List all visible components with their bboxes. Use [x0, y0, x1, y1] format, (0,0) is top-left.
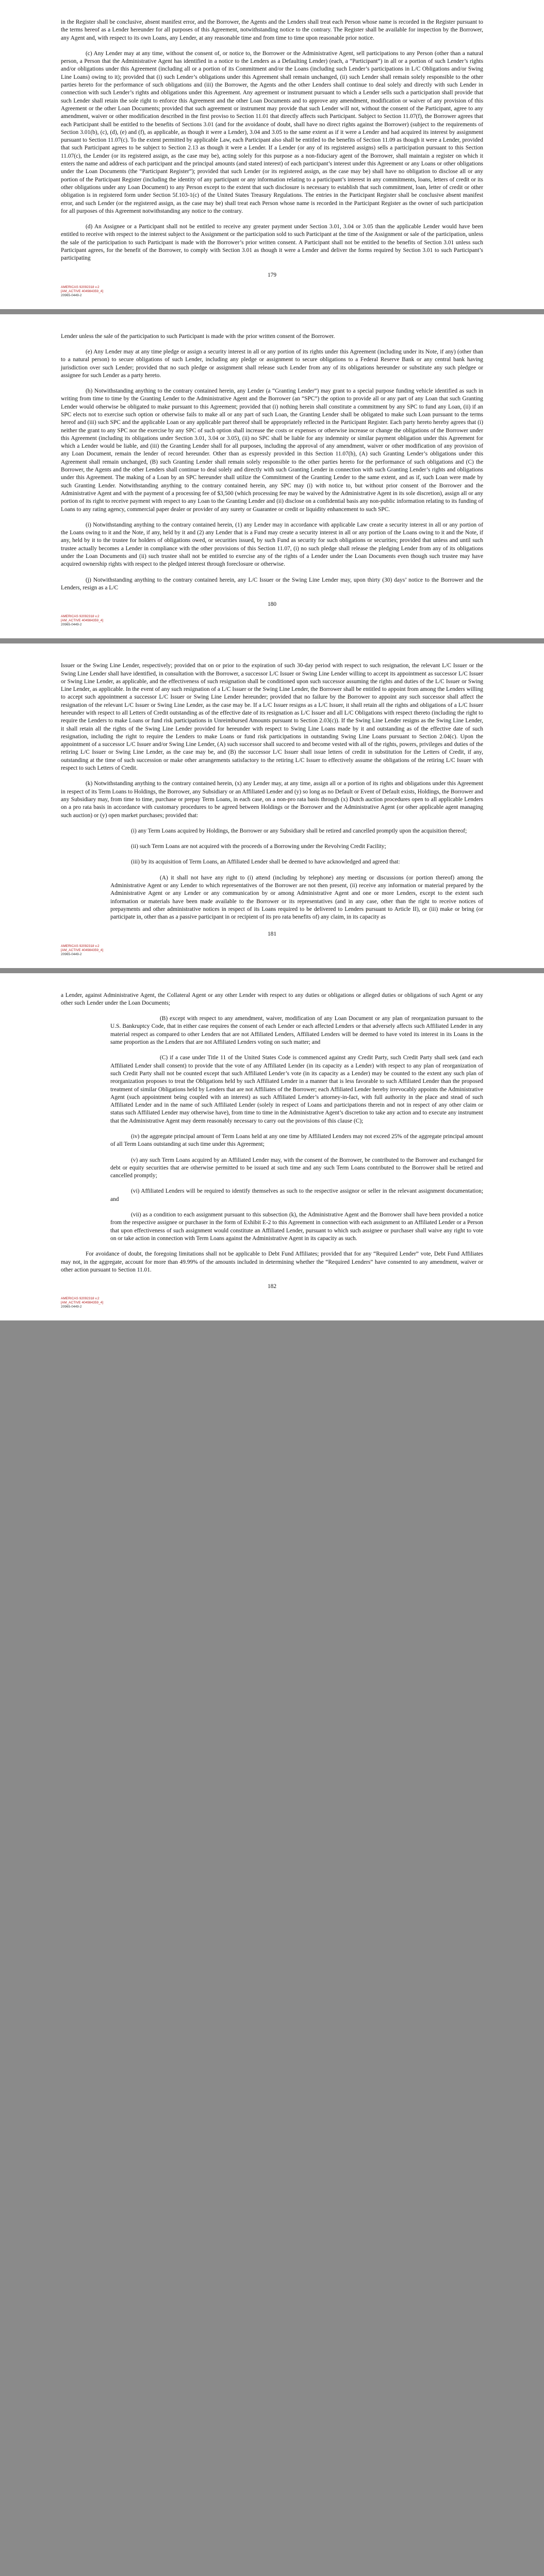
- paragraph: (vii) as a condition to each assignment pursuant to this subsection (k), the Administrative Agent and the Borrower shall have been provided a notice from the respective assignee or purchaser in the form of Exhibit E-2 to this Agreement in connection with each assignment to an Affiliated Lender or a Person that upon effectiveness of such assignment would constitute an Affiliated Lender, pursuant to which such assignee or purchaser shall waive any right to vote on or take action in connection with Term Loans against the Administrative Agent in its capacity as such.: [110, 1212, 483, 1242]
- page-number: 180: [267, 601, 277, 608]
- page-footer: [61, 1297, 483, 1309]
- footer-line2: [AM_ACTIVE 404984359_4]: [61, 1301, 104, 1305]
- paragraph: (i) any Term Loans acquired by Holdings, the Borrower or any Subsidiary shall be retired and cancelled promptly upon the acquisition thereof;: [131, 827, 467, 834]
- paragraph: (v) any such Term Loans acquired by an Affiliated Lender may, with the consent of the Borrower, be contributed to the Borrower and exchanged for debt or equity securities that are otherwise permitted to be issued at such time and any such Term Loans contributed to the Borrower shall be retired and cancelled promptly;: [110, 1157, 483, 1179]
- paragraph: (vi) Affiliated Lenders will be required to identify themselves as such to the respective assignor or seller in the relevant assignment documentation; and: [110, 1188, 483, 1202]
- footer-line1: AMERICAS 92092318 v.2: [61, 1297, 100, 1301]
- footer-line2: [AM_ACTIVE 404984359_4]: [61, 948, 104, 952]
- paragraph: (A) it shall not have any right to (i) attend (including by telephone) any meeting or discussions (or portion thereof) among the Administrative Agent or any Lender to which representatives of the Borrower are not then present, (ii) receive any information or material prepared by the Administrative Agent or any Lender or any communication by or among Administrative Agent and one or more Lenders, except to the extent such information or materials have been made available to the Borrower or its representatives (and in any case, other than the right to receive notices of prepayments and other administrative notices in respect of its Loans required to be delivered to Lenders pursuant to Article II), or (iii) make or bring (or participate in, other than as a passive participant in or recipient of its pro rata benefits of) any claim, in its capacity as: [110, 874, 483, 921]
- footer-line1: AMERICAS 92092318 v.2: [61, 285, 100, 289]
- document-page: [0, 643, 544, 968]
- page-footer: [61, 615, 483, 627]
- page-footer: [61, 285, 483, 298]
- paragraph: Issuer or the Swing Line Lender, respectively; provided that on or prior to the expiration of such 30-day period with respect to such resignation, the relevant L/C Issuer or the Swing Line Lender shall have identified, in consultation with the Borrower, a successor L/C Issuer or Swing Line Lender willing to accept its appointment as successor L/C Issuer or Swing Line Lender, as applicable, and the effectiveness of such resignation shall be conditioned upon such successor assuming the rights and duties of the L/C Issuer or Swing Line Lender, as applicable. In the event of any such resignation of a L/C Issuer or the Swing Line Lender, the Borrower shall be entitled to appoint from among the Lenders willing to accept such appointment a successor L/C Issuer or Swing Line Lender hereunder; provided that no failure by the Borrower to appoint any such successor shall affect the resignation of the relevant L/C Issuer or Swing Line Lender, as the case may be. If a L/C Issuer resigns as a L/C Issuer, it shall retain all the rights and obligations of a L/C Issuer hereunder with respect to all Letters of Credit outstanding as of the effective date of its resignation as L/C Issuer and all L/C Obligations with respect thereto (including the right to require the Lenders to make Loans or fund risk participations in Unreimbursed Amounts pursuant to Section 2.03(c)). If the Swing Line Lender resigns as the Swing Line Lender, it shall retain all the rights of the Swing Line Lender provided for hereunder with respect to Swing Line Loans made by it and outstanding as of the effective date of such resignation, including the right to require the Lenders to make Loans or fund risk participations in outstanding Swing Line Loans pursuant to Section 2.04(c). Upon the appointment of a successor L/C Issuer and/or Swing Line Lender, (A) such successor shall succeed to and become vested with all of the rights, powers, privileges and duties of the retiring L/C Issuer or Swing Line Lender, as the case may be, and (B) the successor L/C Issuer shall issue letters of credit in substitution for the Letters of Credit, if any, outstanding at the time of such succession or make other arrangements satisfactory to the retiring L/C Issuer to effectively assume the obligations of the retiring L/C Issuer with respect to such Letters of Credit.: [61, 663, 483, 772]
- footer-line3: 20965-0449-2: [61, 952, 82, 956]
- document-page: [0, 0, 544, 309]
- paragraph: (C) if a case under Title 11 of the United States Code is commenced against any Credit Party, such Credit Party shall seek (and each Affiliated Lender shall consent) to provide that the vote of any Affiliated Lender (in its capacity as a Lender) with respect to any plan of reorganization of such Credit Party shall not be counted except that such Affiliated Lender’s vote (in its capacity as a Lender) may be counted to the extent any such plan of reorganization proposes to treat the Obligations held by such Affiliated Lender in a manner that is less favorable to such Affiliated Lender than the proposed treatment of similar Obligations held by Lenders that are not Affiliates of the Borrower; each Affiliated Lender hereby irrevocably appoints the Administrative Agent (such appointment being coupled with an interest) as such Affiliated Lender’s attorney-in-fact, with full authority in the place and stead of such Affiliated Lender and in the name of such Affiliated Lender (solely in respect of Loans and participations therein and not in respect of any other claim or status such Affiliated Lender may otherwise have), from time to time in the Administrative Agent’s discretion to take any action and to execute any instrument that the Administrative Agent may deem reasonably necessary to carry out the provisions of this clause (C);: [110, 1055, 483, 1124]
- paragraph: (iv) the aggregate principal amount of Term Loans held at any one time by Affiliated Lenders may not exceed 25% of the aggregate principal amount of all Term Loans outstanding at such time under this Agreement;: [110, 1133, 483, 1148]
- page-footer: [61, 944, 483, 957]
- footer-line2: [AM_ACTIVE 404984359_4]: [61, 619, 104, 623]
- page-number: 179: [267, 272, 277, 278]
- page-number: 181: [267, 930, 277, 937]
- footer-line2: [AM_ACTIVE 404984359_4]: [61, 289, 104, 293]
- paragraph: (j) Notwithstanding anything to the contrary contained herein, any L/C Issuer or the Swing Line Lender may, upon thirty (30) days’ notice to the Borrower and the Lenders, resign as a L/C: [61, 577, 483, 591]
- footer-line3: 20965-0449-2: [61, 623, 82, 627]
- page-number: 182: [267, 1283, 277, 1290]
- paragraph: Lender unless the sale of the participation to such Participant is made with the prior written consent of the Borrower.: [61, 333, 335, 340]
- paragraph: (i) Notwithstanding anything to the contrary contained herein, (1) any Lender may in accordance with applicable Law create a security interest in all or any portion of the Loans owing to it and the Note, if any, held by it and (2) any Lender that is a Fund may create a security interest in all or any portion of the Loans owing to it and the Note, if any, held by it to the trustee for holders of obligations owed, or securities issued, by such Fund as security for such obligations or securities; provided that unless and until such trustee actually becomes a Lender in compliance with the other provisions of this Section 11.07, (i) no such pledge shall release the pledging Lender from any of its obligations under the Loan Documents and (ii) such trustee shall not be entitled to exercise any of the rights of a Lender under the Loan Documents even though such trustee may have acquired ownership rights with respect to the pledged interest through foreclosure or otherwise.: [61, 521, 483, 568]
- paragraph: (e) Any Lender may at any time pledge or assign a security interest in all or any portion of its rights under this Agreement (including under its Note, if any) (other than to a natural person) to secure obligations of such Lender, including any pledge or assignment to secure obligations to a Federal Reserve Bank or any central bank having jurisdiction over such Lender; provided that no such pledge or assignment shall release such Lender from any of its obligations hereunder or substitute any such pledgee or assignee for such Lender as a party hereto.: [61, 348, 483, 379]
- document-page: [0, 314, 544, 639]
- paragraph: in the Register shall be conclusive, absent manifest error, and the Borrower, the Agents and the Lenders shall treat each Person whose name is recorded in the Register pursuant to the terms hereof as a Lender hereunder for all purposes of this Agreement, notwithstanding notice to the contrary. The Register shall be available for inspection by the Borrower, any Agent and, with respect to its own Loans, any Lender, at any reasonable time and from time to time upon reasonable prior notice.: [61, 19, 483, 41]
- paragraph: (d) An Assignee or a Participant shall not be entitled to receive any greater payment under Section 3.01, 3.04 or 3.05 than the applicable Lender would have been entitled to receive with respect to the interest subject to the Assignment or the participation sold to such Participant at the time of the Assignment or sale of the participation, unless the sale of the participation to such Participant is made with the Borrower’s prior written consent. A Participant shall not be entitled to the benefits of Section 3.01 unless such Participant agrees, for the benefit of the Borrower, to comply with Section 3.01 as though it were a Lender and deliver the forms required by Section 3.01 to such Participant’s participating: [61, 224, 483, 262]
- paragraph: (c) Any Lender may at any time, without the consent of, or notice to, the Borrower or the Administrative Agent, sell participations to any Person (other than a natural person, a Person that the Administrative Agent has identified in a notice to the Lenders as a Defaulting Lender) (each, a “Participant”) in all or a portion of such Lender’s rights and/or obligations under this Agreement (including all or a portion of its Commitment and/or the Loans (including such Lender’s participations in L/C Obligations and/or Swing Line Loans) owing to it); provided that (i) such Lender’s obligations under this Agreement shall remain unchanged, (ii) such Lender shall remain solely responsible to the other parties hereto for the performance of such obligations and (iii) the Borrower, the Agents and the other Lenders shall continue to deal solely and directly with such Lender in connection with such Lender’s rights and obligations under this Agreement. Any agreement or instrument pursuant to which a Lender sells such a participation shall provide that such Lender shall retain the sole right to enforce this Agreement and the other Loan Documents and to approve any amendment, modification or waiver of any provision of this Agreement or the other Loan Documents; provided that such agreement or instrument may provide that such Lender will not, without the consent of the Participant, agree to any amendment, waiver or other modification described in the first proviso to Section 11.01 that directly affects such Participant. Subject to Section 11.07(f), the Borrower agrees that each Participant shall be entitled to the benefits of Sections 3.01 (and for the avoidance of doubt, shall have no direct rights against the Borrower) (subject to the requirements of Section 3.01(b), (c), (d), (e) and (f), as applicable, as though it were a Lender), 3.04 and 3.05 to the same extent as if it were a Lender and had acquired its interest by assignment pursuant to Section 11.07(c). To the extent permitted by applicable Law, each Participant also shall be entitled to the benefits of Section 11.09 as though it were a Lender, provided that such Participant agrees to be subject to Section 2.13 as though it were a Lender. If a Lender (or any of its registered assigns) sells a participation pursuant to this Section 11.07(c), the Lender (or its registered assign, as the case may be), acting solely for this purpose as a non-fiduciary agent of the Borrower, shall maintain a register on which it enters the name and address of each participant and the principal amounts (and stated interest) of each participant’s interest under this Agreement or any Loans or other obligations under the Loan Documents (the “Participant Register”); provided that such Lender (or its registered assign, as the case may be) shall have no obligation to disclose all or any portion of the Participant Register (including the identity of any participant or any information relating to a participant’s interest in any commitments, loans, letters of credit or its other obligations under any Loan Document) to any Person except to the extent that such disclosure is necessary to establish that such commitment, loan, letter of credit or other obligation is in registered form under Section 5f.103-1(c) of the United States Treasury Regulations. The entries in the Participant Register shall be conclusive absent manifest error, and such Lender (or the registered assign, as the case may be) shall treat each Person whose name is recorded in the Participant Register as the owner of such participation for all purposes of this Agreement notwithstanding any notice to the contrary.: [61, 50, 483, 214]
- paragraph: (iii) by its acquisition of Term Loans, an Affiliated Lender shall be deemed to have acknowledged and agreed that:: [131, 859, 400, 866]
- footer-line1: AMERICAS 92092318 v.2: [61, 615, 100, 619]
- paragraph: (B) except with respect to any amendment, waiver, modification of any Loan Document or any plan of reorganization pursuant to the U.S. Bankruptcy Code, that in either case requires the consent of each Lender or each affected Lenders or that adversely affects such Affiliated Lender in any material respect as compared to other Lenders that are not Affiliated Lenders, Affiliated Lenders will be deemed to have voted its interest in its Loans in the same proportion as the Lenders that are not Affiliated Lenders voting on such matter; and: [110, 1015, 483, 1046]
- paragraph: (ii) such Term Loans are not acquired with the proceeds of a Borrowing under the Revolving Credit Facility;: [131, 843, 386, 850]
- footer-line1: AMERICAS 92092318 v.2: [61, 944, 100, 948]
- paragraph: (h) Notwithstanding anything to the contrary contained herein, any Lender (a “Granting Lender”) may grant to a special purpose funding vehicle identified as such in writing from time to time by the Granting Lender to the Administrative Agent and the Borrower (an “SPC”) the option to provide all or any part of any Loan that such Granting Lender would otherwise be obligated to make pursuant to this Agreement; provided that (i) nothing herein shall constitute a commitment by any SPC to fund any Loan, (ii) if an SPC elects not to exercise such option or otherwise fails to make all or any part of such Loan, the Granting Lender shall be obligated to make such Loan pursuant to the terms hereof and (iii) such SPC and the applicable Loan or any applicable part thereof shall be appropriately reflected in the Participant Register. Each party hereto hereby agrees that (i) neither the grant to any SPC nor the exercise by any SPC of such option shall increase the costs or expenses or otherwise increase or change the obligations of the Borrower under this Agreement (including its obligations under Section 3.01, 3.04 or 3.05), (ii) no SPC shall be liable for any indemnity or similar payment obligation under this Agreement for which a Lender would be liable, and (iii) the Granting Lender shall for all purposes, including the approval of any amendment, waiver or other modification of any provision of any Loan Document, remain the lender of record hereunder. Other than as expressly provided in this Section 11.07(h), (A) such Granting Lender’s obligations under this Agreement shall remain unchanged, (B) such Granting Lender shall remain solely responsible to the other parties hereto for the performance of such obligations and (C) the Borrower, the Agents and the other Lenders shall continue to deal solely and directly with such Granting Lender in connection with such Granting Lender’s rights and obligations under this Agreement. The making of a Loan by an SPC hereunder shall utilize the Commitment of the Granting Lender to the same extent, and as if, such Loan were made by such Granting Lender. Notwithstanding anything to the contrary contained herein, any SPC may (i) with notice to, but without prior consent of the Borrower and the Administrative Agent and with the payment of a processing fee of $3,500 (which processing fee may be waived by the Administrative Agent in its sole discretion), assign all or any portion of its right to receive payment with respect to any Loan to the Granting Lender and (ii) disclose on a confidential basis any non-public information relating to its funding of Loans to any rating agency, commercial paper dealer or provider of any surety or Guarantee or credit or liquidity enhancement to such SPC.: [61, 388, 483, 513]
- paragraph: For avoidance of doubt, the foregoing limitations shall not be applicable to Debt Fund Affiliates; provided that for any “Required Lender” vote, Debt Fund Affiliates may not, in the aggregate, account for more than 49.99% of the amounts included in determining whether the “Required Lenders” have consented to any amendment, waiver or other action pursuant to Section 11.01.: [61, 1251, 483, 1273]
- document-page: [0, 973, 544, 1321]
- footer-line3: 20965-0449-2: [61, 293, 82, 297]
- footer-line3: 20965-0449-2: [61, 1305, 82, 1309]
- paragraph: (k) Notwithstanding anything to the contrary contained herein, (x) any Lender may, at any time, assign all or a portion of its rights and obligations under this Agreement in respect of its Term Loans to Holdings, the Borrower, any Subsidiary or an Affiliated Lender and (y) so long as no Default or Event of Default exists, Holdings, the Borrower and any Subsidiary may, from time to time, purchase or prepay Term Loans, in each case, on a non-pro rata basis through (x) Dutch auction procedures open to all applicable Lenders on a pro rata basis in accordance with customary procedures to be agreed between Holdings or the Borrower and the Administrative Agent (or other applicable agent managing such auction) or (y) open market purchases; provided that:: [61, 781, 483, 819]
- paragraph: a Lender, against Administrative Agent, the Collateral Agent or any other Lender with respect to any duties or obligations or alleged duties or obligations of such Agent or any other such Lender under the Loan Documents;: [61, 992, 483, 1006]
